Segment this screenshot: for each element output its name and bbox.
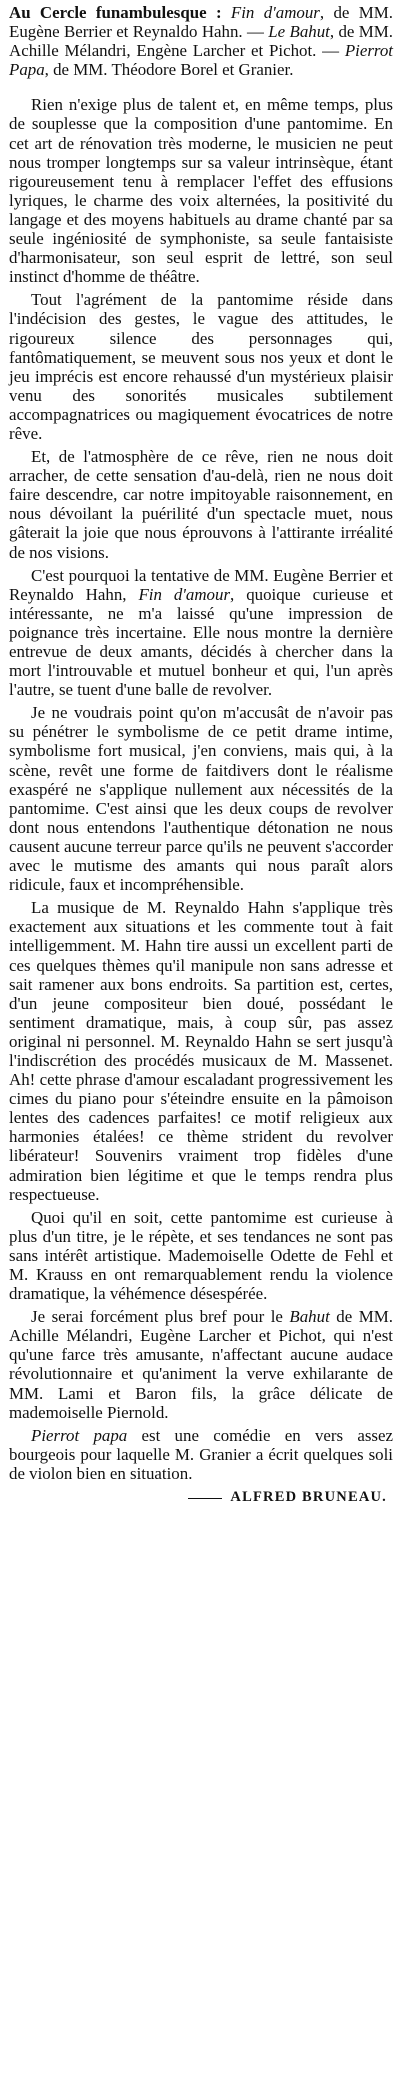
paragraph-text: de MM. Achille Mélandri, Eugène Larcher et Pichot, qui n'est qu'une farce très amusante, n'affectant aucune audace révolutionnaire et qu'animent la verve exhilarante de MM. Lami et Baron fils, la grâce délicate de mademoiselle Piernold. [9,1307,393,1422]
signature-rule [188,1498,222,1499]
header-work-title: Le Bahut [268,22,330,42]
paragraph-text: , quoique curieuse et intéressante, ne m'a laissé qu'une impression de poignance très incertaine. Elle nous montre la dernière entrevue de deux amants, décidés à chercher dans la mort l'introuvable et mutuel bonheur et qui, l'un après l'autre, se tuent d'une balle de revolver. [9,584,393,700]
article-paragraph-bahut [9,1307,393,1422]
paragraph-text: est une comédie en vers assez bourgeois pour laquelle M. Granier a écrit quelques soli de violon bien en situation. [9,1425,394,1483]
header-work-title: Fin d'amour [230,3,320,22]
work-title: Bahut [289,1307,330,1327]
header-work-authors: , de MM. Théodore Borel et Granier. [44,60,294,80]
article-paragraph: Tout l'agrément de la pantomime réside dans l'indécision des gestes, le vague des attitudes, le rigoureux silence des personnages qui, fantômatiquement, se meuvent sous nos yeux et dont le jeu imprécis est encore rehaussé d'un mystérieux plaisir venu des sonorités musicales subtilement accompagnatrices ou magiquement évocatrices de notre rêve. [9,290,393,443]
article-paragraph: Et, de l'atmosphère de ce rêve, rien ne nous doit arracher, de cette sensation d'au-delà, rien ne nous doit faire descendre, car notre impitoyable raisonnement, en nous dévoilant la puérilité d'un spectacle muet, nous gâterait la joie que nous éprouvons à l'attirante irréalité de nos visions. [9,447,393,562]
article-paragraph-pierrot [9,1426,393,1483]
article-paragraph-fin-amour [9,566,393,700]
work-title: Fin d'amour [138,584,231,604]
paragraph-text: Je serai forcément plus bref pour le [31,1307,290,1327]
header-lead: Au Cercle funambulesque : [9,3,222,22]
article-paragraph: La musique de M. Reynaldo Hahn s'applique très exactement aux situations et les commente tout à fait intelligemment. M. Hahn tire aussi un excellent parti de ces quelques thèmes qu'il manipule non sans adresse et sait ramener aux bons endroits. Sa partition est, certes, d'un jeune compositeur bien doué, possédant le sentiment dramatique, mais, à coup sûr, pas assez original ni personnel. M. Reynaldo Hahn se sert jusqu'à l'indiscrétion des procédés musicaux de M. Massenet. Ah! cette phrase d'amour escaladant progressivement les cimes du piano pour s'éteindre ensuite en la pâmoison lentes des cadences parfaites! ce motif religieux aux harmonies étalées! ce thème strident du revolver libérateur! Souvenirs vraiment trop fidèles d'une admiration bien légitime et que le temps rendra plus respectueuse. [9,898,393,1204]
paragraph-text: C'est pourquoi la tentative de MM. Eugène Berrier et Reynaldo Hahn, [9,565,393,604]
article-paragraph: Je ne voudrais point qu'on m'accusât de n'avoir pas su pénétrer le symbolisme de ce petit drame intime, symbolisme fort musical, j'en conviens, mais qui, à la scène, revêt une forme de faitdivers dont le réalisme exaspéré ne s'applique nullement aux nécessités de la pantomime. C'est ainsi que les deux coups de revolver dont nous entendons l'authentique détonation ne nous causent aucune terreur parce qu'ils ne peuvent s'accorder avec le mutisme des amants qui nous paraît alors ridicule, faux et incompréhensible. [9,703,393,895]
article-paragraph: Quoi qu'il en soit, cette pantomime est curieuse à plus d'un titre, je le répète, et ses tendances ne sont pas sans intérêt artistique. Mademoiselle Odette de Fehl et M. Krauss en ont remarquablement rendu la violence dramatique, la véhémence désespérée. [9,1207,393,1304]
article-paragraph: Rien n'exige plus de talent et, en même temps, plus de souplesse que la composition d'une pantomime. En cet art de rénovation très moderne, le musicien ne peut nous tromper longtemps sur sa valeur intrinsèque, étant rigoureusement tenu à remplacer l'effet des effusions lyriques, le charme des voix alternées, la positivité du langage et des moyens habituels au drame chanté par sa seule ingéniosité de symphoniste, sa seule fantaisiste d'harmonisateur, son seul esprit de lettré, son seul instinct d'homme de théâtre. [9,95,393,287]
header-work-authors: , de MM. Achille Mélandri, Engène Larcher et Pichot. — [9,22,394,61]
article-header [9,3,393,79]
header-work-title: Pierrot Papa [9,41,393,80]
header-work-authors: , de MM. Eugène Berrier et Reynaldo Hahn. — [9,3,393,42]
work-title: Pierrot papa [31,1425,128,1445]
author-signature: ALFRED BRUNEAU. [230,1489,387,1506]
signature-line [9,1487,393,1509]
